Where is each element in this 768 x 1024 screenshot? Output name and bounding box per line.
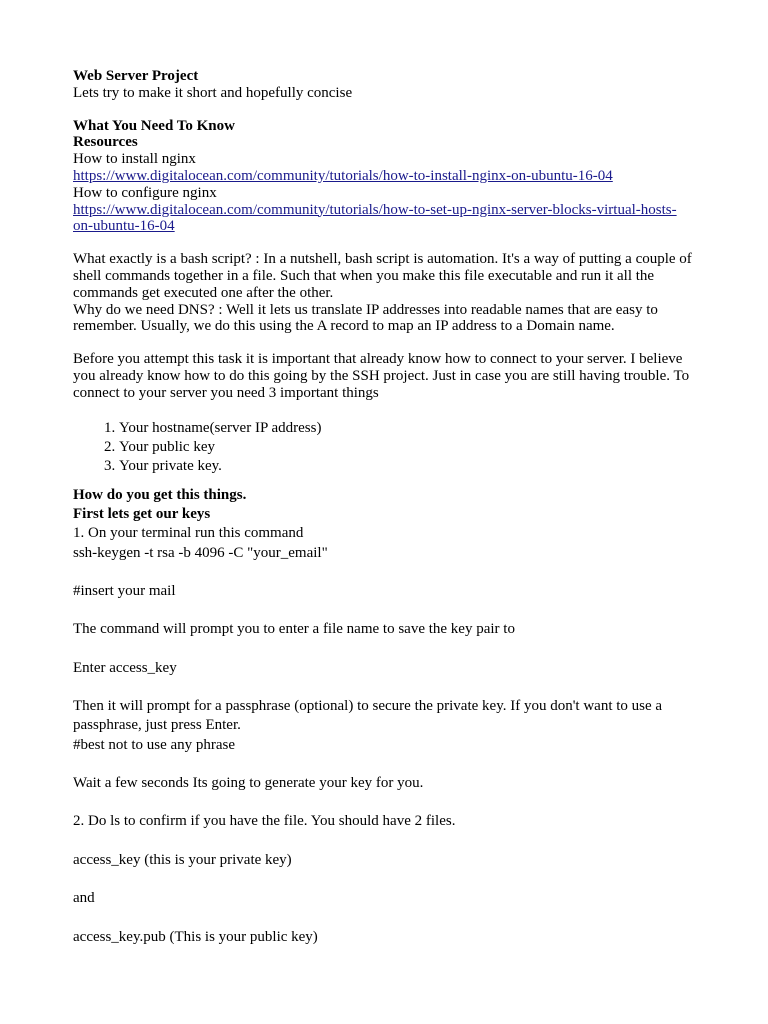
document-subtitle: Lets try to make it short and hopefully concise <box>73 84 353 101</box>
list-item: 1. Your hostname(server IP address) <box>119 419 693 438</box>
and-text: and <box>73 890 95 907</box>
enter-key-text: Enter access_key <box>73 659 177 676</box>
keys-heading: First lets get our keys <box>73 506 211 523</box>
comment-mail: #insert your mail <box>73 583 176 599</box>
keys-section <box>73 486 693 947</box>
list-item: 3. Your private key. <box>119 457 693 476</box>
bash-paragraph: What exactly is a bash script? : In a nutshell, bash script is automation. It's a way of putting a couple of shell commands together in a file. Such that when you make this file executable and run it all the commands get executed one after the other. <box>73 251 692 301</box>
need-heading: What You Need To Know <box>73 117 235 134</box>
resource-label-install: How to install nginx <box>73 151 196 168</box>
wait-text: Wait a few seconds Its going to generate your key for you. <box>73 774 424 791</box>
keygen-command: ssh-keygen -t rsa -b 4096 -C "your_email" <box>73 544 328 561</box>
document-title: Web Server Project <box>73 68 199 84</box>
list-item: 2. Your public key <box>119 438 693 457</box>
how-heading: How do you get this things. <box>73 487 247 503</box>
public-key-file: access_key.pub (This is your public key) <box>73 928 318 945</box>
needs-list <box>73 419 693 476</box>
comment-phrase: #best not to use any phrase <box>73 736 236 753</box>
install-nginx-link[interactable]: https://www.digitalocean.com/community/tutorials/how-to-install-nginx-on-ubuntu-16-04 <box>73 167 613 184</box>
step-one: 1. On your terminal run this command <box>73 525 304 542</box>
dns-paragraph: Why do we need DNS? : Well it lets us translate IP addresses into readable names that are easy to remember. Usually, we do this using the A record to map an IP address to a Domain name. <box>73 301 658 335</box>
prompt-text: The command will prompt you to enter a file name to save the key pair to <box>73 621 515 638</box>
step-two: 2. Do ls to confirm if you have the file. You should have 2 files. <box>73 813 456 830</box>
resources-heading: Resources <box>73 134 138 151</box>
private-key-file: access_key (this is your private key) <box>73 851 292 868</box>
passphrase-text: Then it will prompt for a passphrase (optional) to secure the private key. If you don't want to use a passphrase, just press Enter. <box>73 698 663 734</box>
configure-nginx-link[interactable]: https://www.digitalocean.com/community/tutorials/how-to-set-up-nginx-server-blocks-virtual-hosts-on-ubuntu-16-04 <box>73 201 677 235</box>
intro-section <box>73 68 693 476</box>
resource-label-configure: How to configure nginx <box>73 184 217 201</box>
connect-paragraph: Before you attempt this task it is important that already know how to connect to your server. I believe you already know how to do this going by the SSH project. Just in case you are still having trouble. To connect to your server you need 3 important things <box>73 351 690 401</box>
